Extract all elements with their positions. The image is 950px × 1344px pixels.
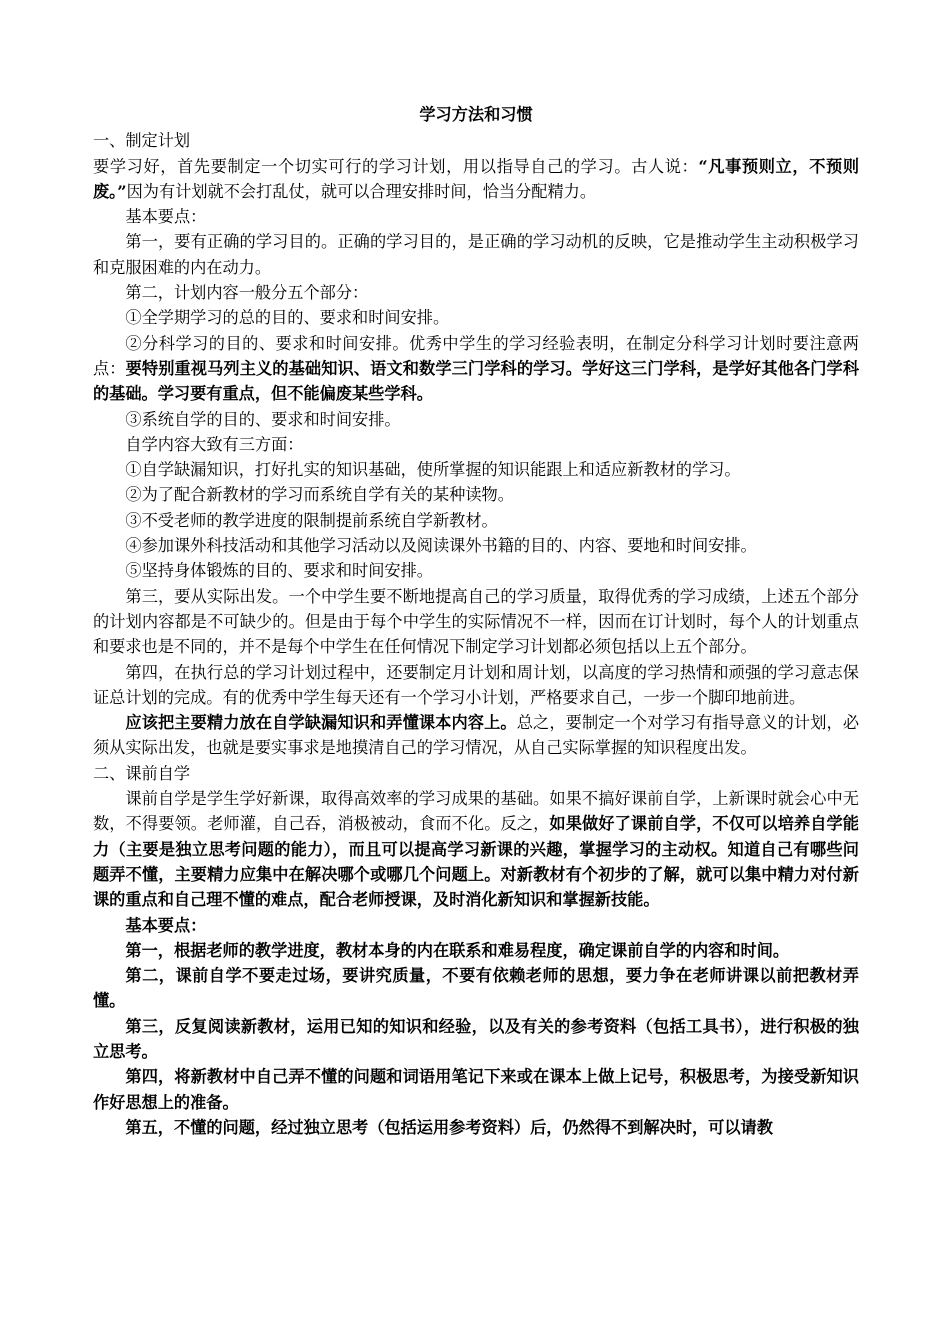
summary-bold: 应该把主要精力放在自学缺漏知识和弄懂课本内容上。 [125,713,517,733]
intro-text: 要学习好，首先要制定一个切实可行的学习计划，用以指导自己的学习。古人说： [93,156,699,176]
plan-item-2-bold: 要特别重视马列主义的基础知识、语文和数学三门学科的学习。学好这三门学科，是学好其他各门学科的基础。学习要有重点，但不能偏废某些学科。 [93,358,860,404]
preview-intro-bold: 如果做好了课前自学，不仅可以培养自学能力（主要是独立思考问题的能力），而且可以提高学习新课的兴趣，掌握学习的主动权。知道自己有哪些问题弄不懂，主要精力应集中在解决哪个或哪几个问题上。对新教材有个初步的了解，就可以集中精力对付新课的重点和自己理不懂的难点，配合老师授课，及时消化新知识和掌握新技能。 [93,814,859,910]
paragraph-preview-intro [93,786,859,912]
plan-item-1: ①全学期学习的总的目的、要求和时间安排。 [125,308,450,328]
section-heading-preview: 二、课前自学 [93,763,191,783]
preview-point-5: 第五，不懂的问题，经过独立思考（包括运用参考资料）后，仍然得不到解决时，可以请教 [125,1117,773,1137]
paragraph-second: 第二，计划内容一般分五个部分： [125,283,369,303]
self-study-item-1: ①自学缺漏知识，打好扎实的知识基础，使所掌握的知识能跟上和适应新教材的学习。 [125,460,741,480]
self-study-item-3: ③不受老师的教学进度的限制提前系统自学新教材。 [125,510,498,530]
preview-intro-text: 课前自学是学生学好新课，取得高效率的学习成果的基础。如果不搞好课前自学，上新课时就会心中无数，不得要领。老师灌，自己吞，消极被动，食而不化。反之， [93,789,859,834]
preview-key-points-label: 基本要点： [125,915,207,935]
key-points-label: 基本要点： [125,207,207,227]
paragraph-third: 第三，要从实际出发。一个中学生要不断地提高自己的学习质量，取得优秀的学习成绩，上述五个部分的计划内容都是不可缺少的。但是由于每个中学生的实际情况不一样，因而在订计划时，每个人的计划重点和要求也是不同的，并不是每个中学生在任何情况下制定学习计划都必须包括以上五个部分。 [93,586,859,657]
plan-item-2 [93,331,859,407]
quote-text: “凡事预则立，不预则废。” [93,156,860,201]
document-page [93,102,859,1140]
plan-item-5: ⑤坚持身体锻炼的目的、要求和时间安排。 [125,561,433,581]
paragraph-fourth: 第四，在执行总的学习计划过程中，还要制定月计划和周计划，以高度的学习热情和顽强的学习意志保证总计划的完成。有的优秀中学生每天还有一个学习小计划，严格要求自己，一步一个脚印地前进。 [93,662,859,707]
plan-item-2-text: ②分科学习的目的、要求和时间安排。优秀中学生的学习经验表明，在制定分科学习计划时要注意两点： [93,333,859,378]
section-heading-plan: 一、制定计划 [93,131,191,151]
preview-point-3: 第三，反复阅读新教材，运用已知的知识和经验，以及有关的参考资料（包括工具书），进行积极的独立思考。 [93,1016,859,1061]
paragraph-first: 第一，要有正确的学习目的。正确的学习目的，是正确的学习动机的反映，它是推动学生主动积极学习和克服困难的内在动力。 [93,232,859,277]
document-title: 学习方法和习惯 [419,105,533,124]
self-study-item-2: ②为了配合新教材的学习而系统自学有关的某种读物。 [125,485,514,505]
paragraph-summary [93,710,859,761]
preview-point-4: 第四，将新教材中自己弄不懂的问题和词语用笔记下来或在课本上做上记号，积极思考，为接受新知识作好思想上的准备。 [93,1067,859,1112]
preview-point-2: 第二，课前自学不要走过场，要讲究质量，不要有依赖老师的思想，要力争在老师讲课以前把教材弄懂。 [93,966,859,1011]
self-study-label: 自学内容大致有三方面： [125,434,304,454]
plan-item-3: ③系统自学的目的、要求和时间安排。 [125,409,401,429]
intro-tail-text: 因为有计划就不会打乱仗，就可以合理安排时间，恰当分配精力。 [126,181,597,201]
plan-item-4: ④参加课外科技活动和其他学习活动以及阅读课外书籍的目的、内容、要地和时间安排。 [125,536,757,556]
paragraph-intro [93,154,859,205]
summary-text: 总之，要制定一个对学习有指导意义的计划，必须从实际出发，也就是要实事求是地摸清自己的学习情况，从自己实际掌握的知识程度出发。 [93,713,860,758]
preview-point-1: 第一，根据老师的教学进度，教材本身的内在联系和难易程度，确定课前自学的内容和时间。 [125,940,790,960]
